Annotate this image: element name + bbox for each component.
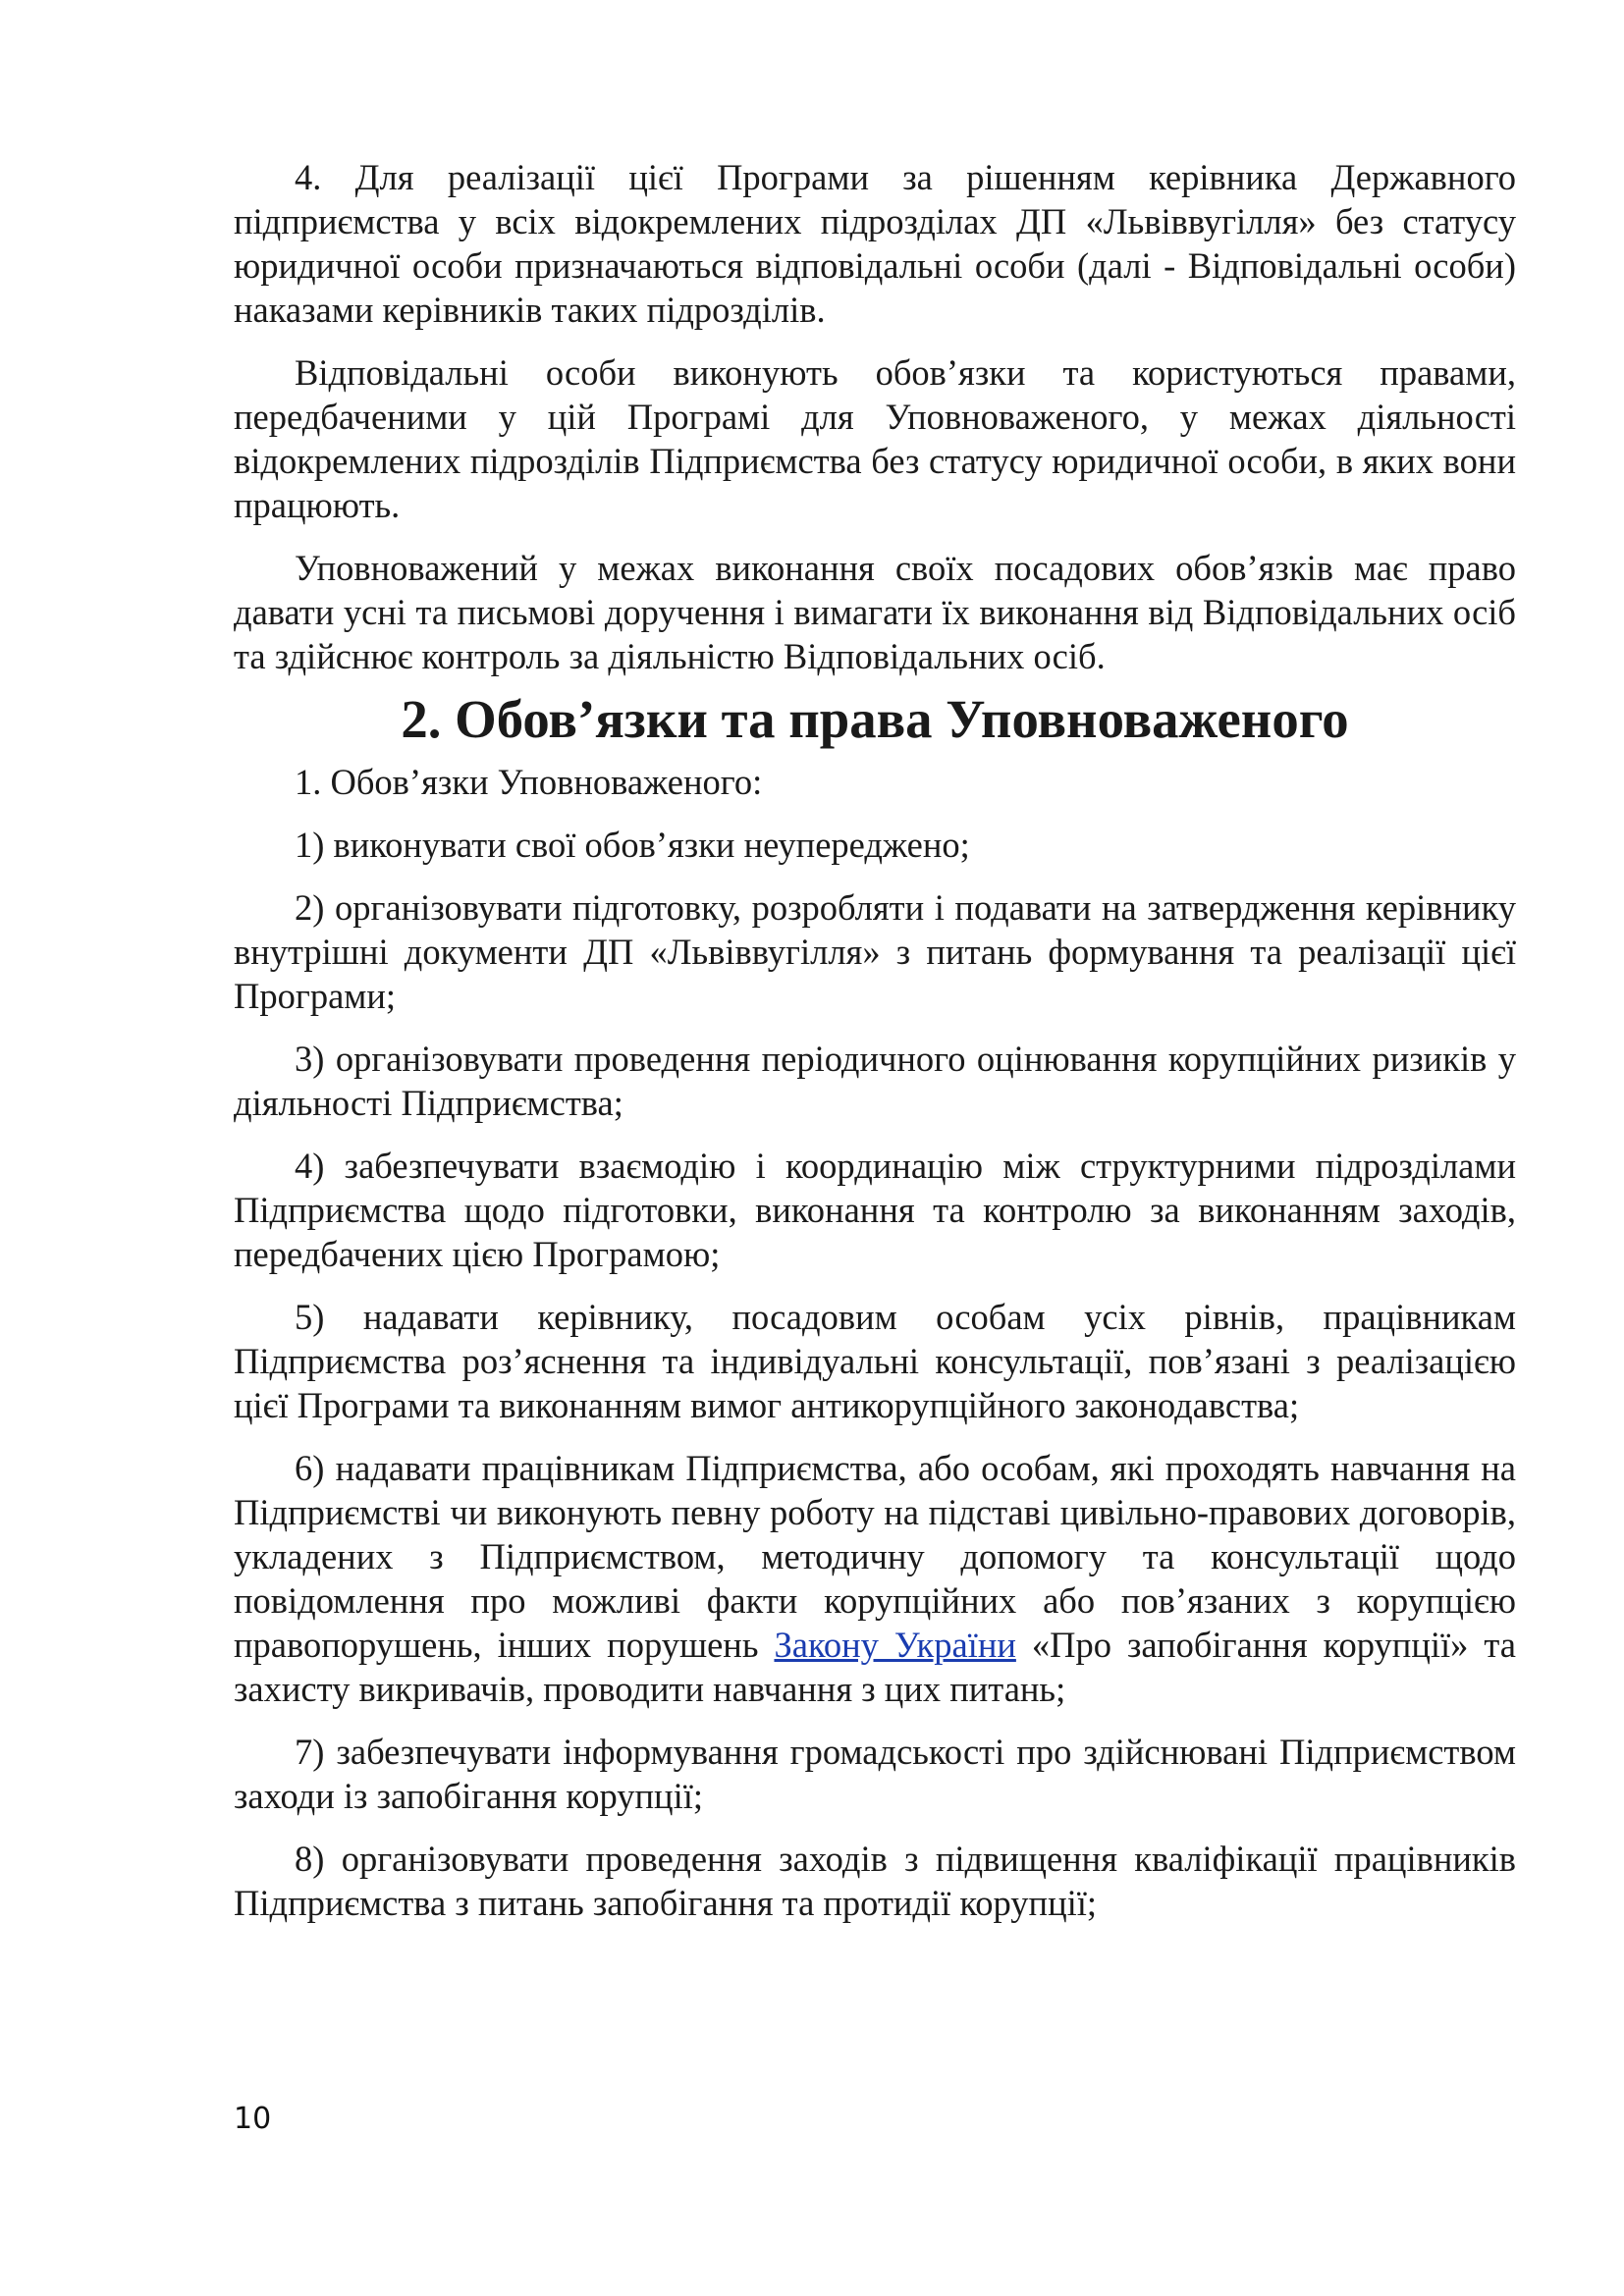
duty-item-4: 4) забезпечувати взаємодію і координацію між структурними підрозділами Підприємства щодо підготовки, виконання та контролю за виконанням заходів, передбачених цією Програмою;: [234, 1146, 1516, 1274]
law-of-ukraine-link[interactable]: Закону України: [774, 1625, 1016, 1665]
duty-item-7: 7) забезпечувати інформування громадськості про здійснювані Підприємством заходи із запобігання корупції;: [234, 1732, 1516, 1816]
paragraph-responsible-persons-duties: Відповідальні особи виконують обов’язки та користуються правами, передбаченими у цій Програмі для Уповноваженого, у межах діяльності відокремлених підрозділів Підприємства без статусу юридичної особи, в яких вони працюють.: [234, 352, 1516, 525]
paragraph-responsible-persons-appointment: 4. Для реалізації цієї Програми за рішенням керівника Державного підприємства у всіх відокремлених підрозділах ДП «Львіввугілля» без статусу юридичної особи призначаються відповідальні особи (далі - Відповідальні особи) наказами керівників таких підрозділів.: [234, 157, 1516, 330]
document-page: [234, 155, 1516, 1944]
page-number: 10: [234, 2102, 272, 2136]
duty-item-5: 5) надавати керівнику, посадовим особам усіх рівнів, працівникам Підприємства роз’яснення та індивідуальні консультації, пов’язані з реалізацією цієї Програми та виконанням вимог антикорупційного законодавства;: [234, 1297, 1516, 1425]
duties-intro: 1. Обов’язки Уповноваженого:: [295, 762, 763, 802]
duty-item-8: 8) організовувати проведення заходів з підвищення кваліфікації працівників Підприємства з питань запобігання та протидії корупції;: [234, 1839, 1516, 1923]
duty-item-2: 2) організовувати підготовку, розробляти і подавати на затвердження керівнику внутрішні документи ДП «Львіввугілля» з питань формування та реалізації цієї Програми;: [234, 887, 1516, 1016]
duty-item-6: [234, 1446, 1516, 1711]
duty-item-3: 3) організовувати проведення періодичного оцінювання корупційних ризиків у діяльності Підприємства;: [234, 1039, 1516, 1123]
duty-item-6-text-after: «Про запобігання корупції» та захисту викривачів, проводити навчання з цих питань;: [234, 1625, 1516, 1709]
paragraph-authorized-person-rights: Уповноважений у межах виконання своїх посадових обов’язків має право давати усні та письмові доручення і вимагати їх виконання від Відповідальних осіб та здійснює контроль за діяльністю Відповідальних осіб.: [234, 548, 1516, 676]
section-heading: 2. Обов’язки та права Уповноваженого: [401, 689, 1349, 749]
duty-item-1: 1) виконувати свої обов’язки неупереджено;: [295, 825, 970, 865]
duty-item-6-text-before: 6) надавати працівникам Підприємства, або особам, які проходять навчання на Підприємстві чи виконують певну роботу на підставі цивільно-правових договорів, укладених з Підприємством, методичну допомогу та консультації щодо повідомлення про можливі факти корупційних або пов’язаних з корупцією правопорушень, інших порушень: [234, 1448, 1516, 1665]
